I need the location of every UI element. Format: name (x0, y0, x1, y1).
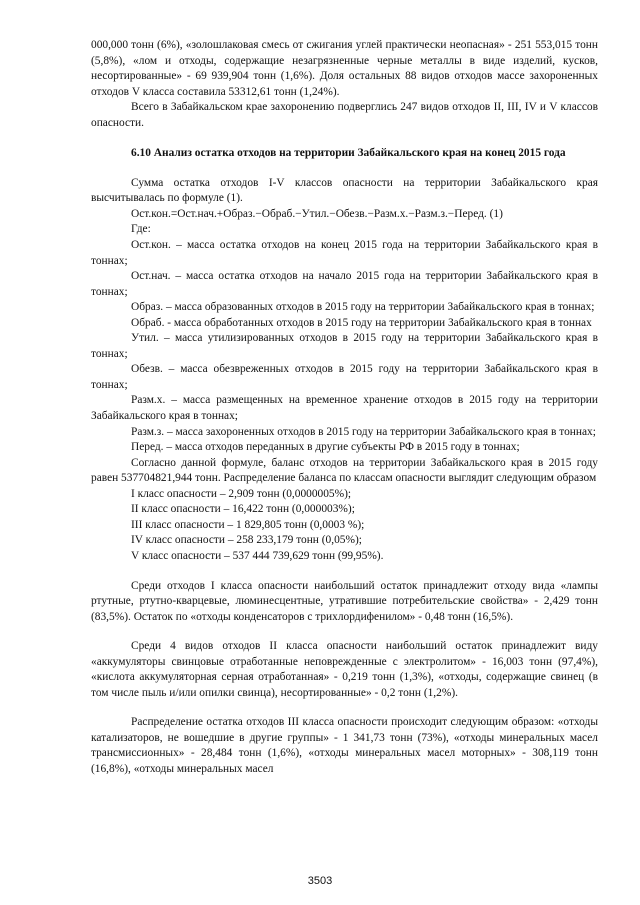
hazard-class-item: II класс опасности – 16,422 тонн (0,000003%); (131, 503, 355, 516)
definition-item: Утил. – масса утилизированных отходов в 2015 году на территории Забайкальского края в тоннах; (91, 332, 598, 360)
hazard-class-list (91, 487, 598, 565)
hazard-class-item: III класс опасности – 1 829,805 тонн (0,0003 %); (131, 518, 365, 531)
paragraph-class-three: Распределение остатка отходов III класса опасности происходит следующим образом: «отходы катализаторов, не вошедшие в другие группы» - 1 341,73 тонн (73%), «отходы минеральных масел трансмиссионных» - 28,484 тонн (1,6%), «отходы минеральных масел моторных» - 308,119 тонн (16,8%), «отходы минеральных масел (91, 716, 598, 775)
balance-paragraph: Согласно данной формуле, баланс отходов на территории Забайкальского края в 2015 году равен 537704821,944 тонн. Распределение баланса по классам опасности выглядит следующим образом (91, 456, 598, 485)
where-label: Где: (131, 223, 151, 236)
definition-item: Ост.нач. – масса остатка отходов на начало 2015 года на территории Забайкальского края в тоннах; (91, 270, 598, 298)
definition-item: Обезв. – масса обезвреженных отходов в 2015 году на территории Забайкальского края в тоннах; (91, 363, 598, 391)
formula: Ост.кон.=Ост.нач.+Образ.−Обраб.−Утил.−Обезв.−Разм.х.−Разм.з.−Перед. (1) (131, 207, 503, 220)
paragraph-class-one: Среди отходов I класса опасности наибольший остаток принадлежит отходу вида «лампы ртутные, ртутно-кварцевые, люминесцентные, утратившие потребительские свойства» - 2,429 тонн (83,5%). Остаток по «отходы конденсаторов с трихлордифенилом» - 0,48 тонн (16,5%). (91, 579, 598, 623)
definition-item: Ост.кон. – масса остатка отходов на конец 2015 года на территории Забайкальского края в тоннах; (91, 239, 598, 267)
section-heading: 6.10 Анализ остатка отходов на территории Забайкальского края на конец 2015 года (131, 147, 566, 160)
definition-item: Обраб. - масса обработанных отходов в 2015 году на территории Забайкальского края в тоннах (131, 316, 592, 329)
intro-paragraph-continued: 000,000 тонн (6%), «золошлаковая смесь от сжигания углей практически неопасная» - 251 553,015 тонн (5,8%), «лом и отходы, содержащие незагрязненные черные металлы в виде изделий, кусков, несортированные» - 69 939,904 тонн (1,6%). Доля остальных 88 видов отходов массе захороненных отходов V класса составила 53312,61 тонн (1,24%). (91, 39, 598, 98)
hazard-class-item: V класс опасности – 537 444 739,629 тонн (99,95%). (131, 549, 384, 562)
definition-item: Разм.х. – масса размещенных на временное хранение отходов в 2015 году на территории Забайкальского края в тоннах; (91, 394, 598, 423)
formula-intro: Сумма остатка отходов I-V классов опасности на территории Забайкальского края высчитывалась по формуле (1). (91, 176, 598, 205)
definition-item: Разм.з. – масса захороненных отходов в 2015 году на территории Забайкальского края в тоннах; (131, 425, 596, 438)
intro-paragraph-total: Всего в Забайкальском крае захоронению подверглись 247 видов отходов II, III, IV и V классов опасности. (91, 101, 598, 129)
definition-item: Перед. – масса отходов переданных в другие субъекты РФ в 2015 году в тоннах; (131, 441, 520, 454)
page-number: 3503 (307, 875, 333, 887)
hazard-class-item: I класс опасности – 2,909 тонн (0,0000005%); (131, 487, 352, 500)
definition-item: Образ. – масса образованных отходов в 2015 году на территории Забайкальского края в тоннах; (131, 301, 595, 314)
page-body (91, 38, 598, 778)
paragraph-class-two: Среди 4 видов отходов II класса опасности наибольший остаток принадлежит виду «аккумуляторы свинцовые отработанные неповрежденные с электролитом» - 16,003 тонн (97,4%), «кислота аккумуляторная серная отработанная» - 0,219 тонн (1,3%), «отходы, содержащие свинец (в том числе пыль и/или опилки свинца), несортированные» - 0,2 тонн (1,2%). (91, 640, 598, 699)
hazard-class-item: IV класс опасности – 258 233,179 тонн (0,05%); (131, 534, 362, 547)
